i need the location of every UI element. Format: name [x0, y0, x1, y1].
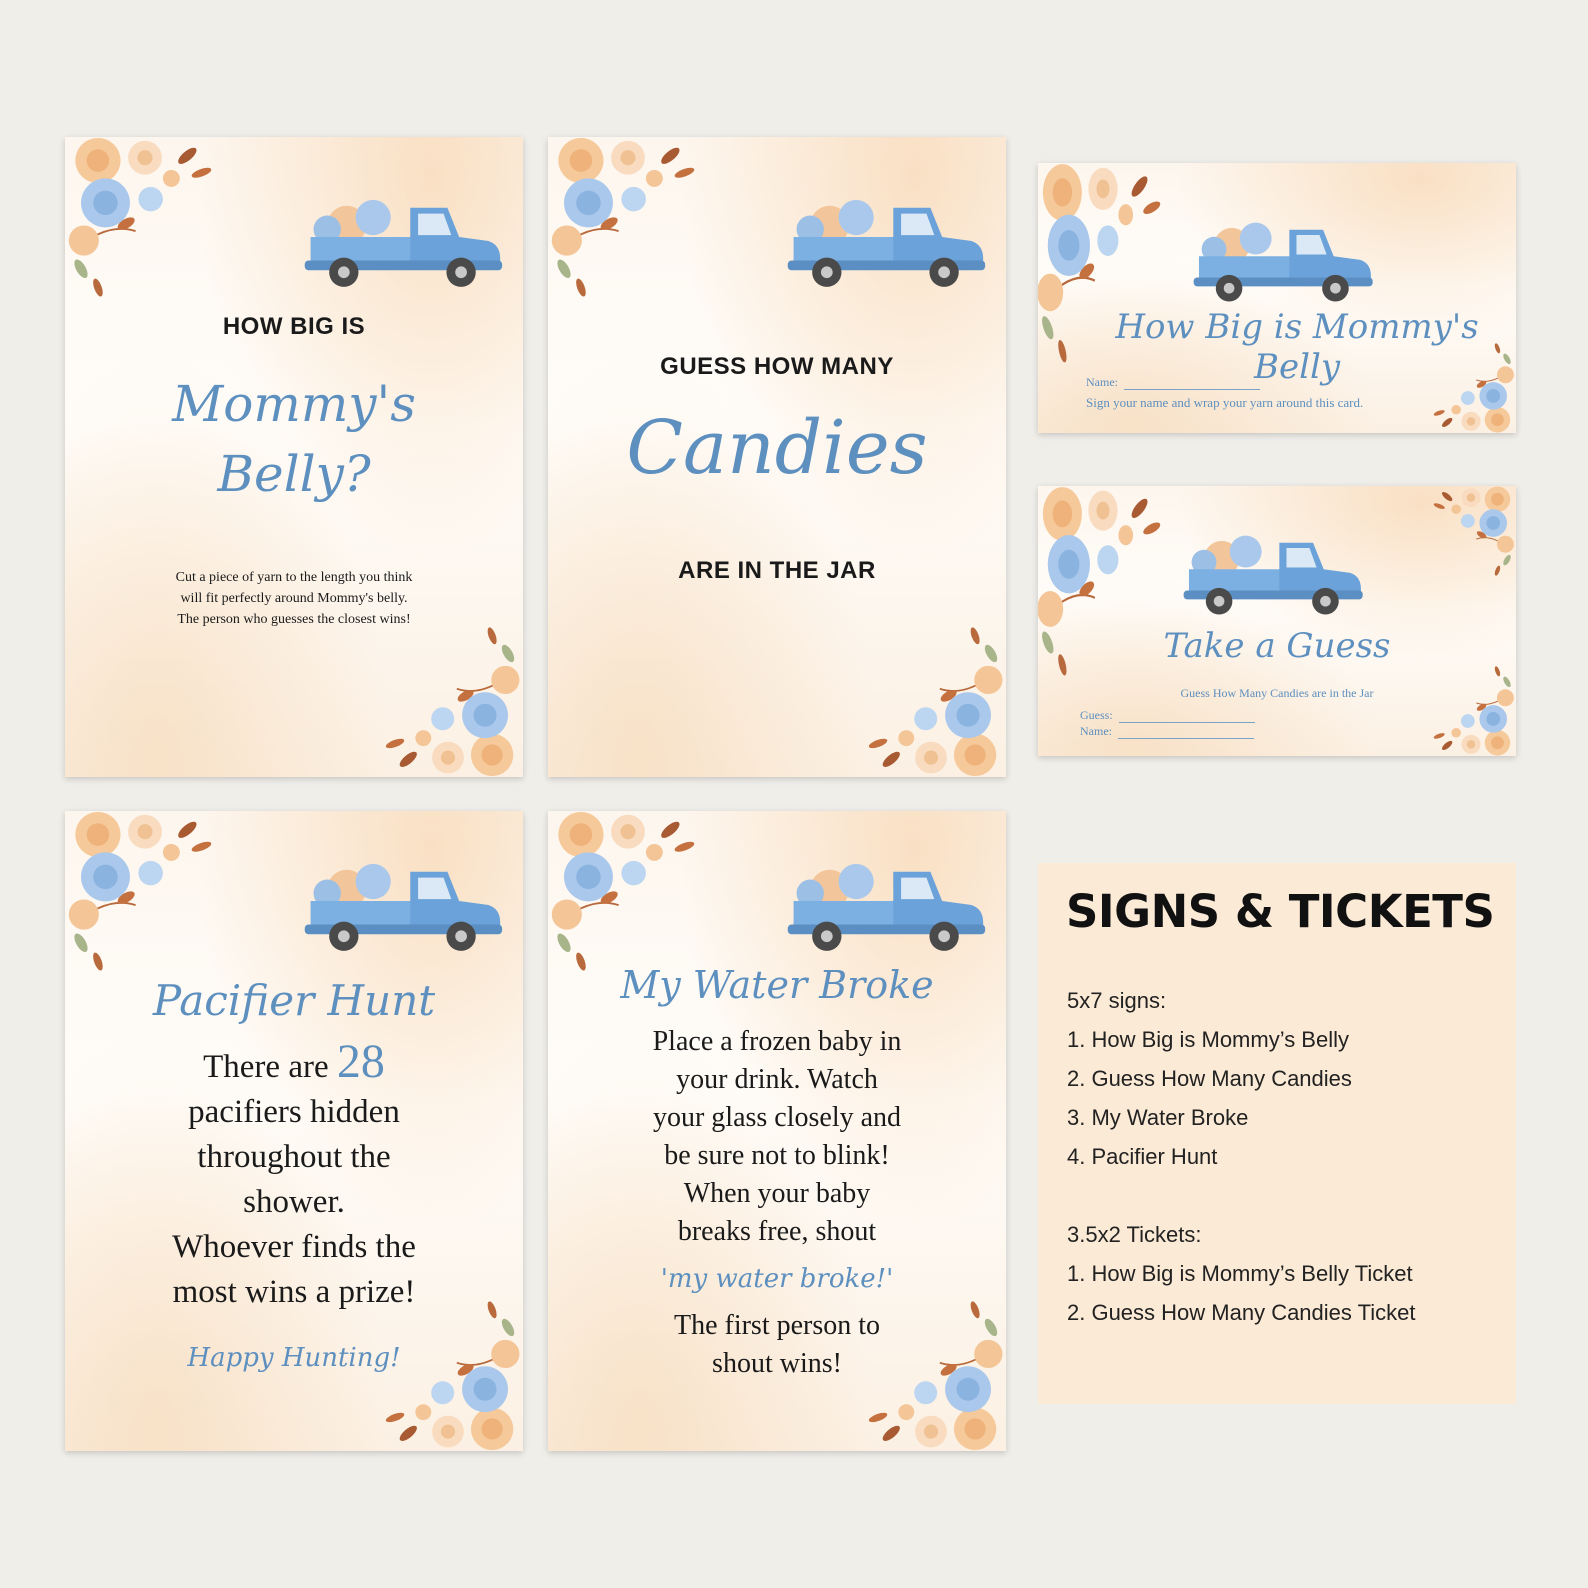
ticket-mommys-belly	[1038, 163, 1516, 433]
sign-list-item: 1. How Big is Mommy’s Belly	[1067, 1027, 1349, 1052]
guess-line[interactable]	[1119, 722, 1255, 723]
pacifier-line4: shower.	[243, 1184, 345, 1220]
ticket-list-item: 2. Guess How Many Candies Ticket	[1067, 1300, 1416, 1325]
floral-corner-bottom-right	[856, 627, 1006, 777]
water-line5: When your baby	[683, 1178, 871, 1209]
water-line7: The first person to	[673, 1310, 881, 1341]
floral-corner-bottom-right	[1426, 666, 1516, 756]
ticket-guess-script: Take a Guess	[1163, 626, 1391, 666]
blue-truck-illustration	[776, 187, 991, 292]
pacifier-line2: pacifiers hidden	[188, 1094, 400, 1130]
ticket-guess-subtitle: Guess How Many Candies are in the Jar	[1180, 686, 1374, 700]
pacifier-line5: Whoever finds the	[172, 1229, 416, 1265]
pacifier-line6: most wins a prize!	[172, 1274, 416, 1310]
pacifier-line1-prefix: There are	[203, 1049, 329, 1085]
floral-corner-bottom-right	[373, 627, 523, 777]
ticket-guess-name-field	[1080, 724, 1254, 739]
belly-script-line2: Belly?	[217, 445, 371, 503]
candies-footer: ARE IN THE JAR	[678, 557, 876, 584]
panel-title: SIGNS & TICKETS	[1066, 885, 1495, 938]
ticket-list-item: 1. How Big is Mommy’s Belly Ticket	[1067, 1261, 1413, 1286]
sign-pacifier-hunt	[65, 811, 523, 1451]
sign-list-item: 2. Guess How Many Candies	[1067, 1066, 1352, 1091]
belly-body-line3: The person who guesses the closest wins!	[177, 612, 411, 627]
floral-corner-bottom-right	[373, 1301, 523, 1451]
candies-script: Candies	[626, 405, 928, 491]
belly-script-line1: Mommy's	[172, 375, 416, 433]
name-line[interactable]	[1118, 738, 1254, 739]
floral-corner-top-left	[548, 137, 708, 297]
sign-list-item: 3. My Water Broke	[1067, 1105, 1249, 1130]
water-script: My Water Broke	[620, 963, 934, 1007]
blue-truck-illustration	[1173, 524, 1368, 619]
water-body	[548, 1023, 1006, 1383]
sign-mommys-belly	[65, 137, 523, 777]
floral-corner-top-left	[65, 137, 225, 297]
pacifier-line1	[65, 1035, 523, 1090]
pacifier-closing: Happy Hunting!	[187, 1343, 401, 1373]
name-label: Name:	[1086, 375, 1118, 389]
water-line3: your glass closely and	[652, 1102, 902, 1133]
pacifier-script: Pacifier Hunt	[152, 976, 436, 1025]
belly-body-line2: will fit perfectly around Mommy's belly.	[180, 591, 408, 606]
blue-truck-illustration	[776, 851, 991, 956]
water-shout: 'my water broke!'	[660, 1264, 894, 1294]
belly-heading: HOW BIG IS	[222, 313, 366, 340]
pacifier-line3: throughout the	[197, 1139, 391, 1175]
ticket-belly-script: How Big is Mommy's Belly	[1115, 307, 1479, 387]
signs-tickets-panel	[1038, 863, 1516, 1404]
ticket-guess-field	[1080, 708, 1255, 723]
water-line1: Place a frozen baby in	[652, 1026, 902, 1057]
ticket-belly-name-field	[1086, 375, 1260, 390]
sign-guess-candies	[548, 137, 1006, 777]
water-line4: be sure not to blink!	[664, 1140, 890, 1171]
sign-my-water-broke	[548, 811, 1006, 1451]
water-line2: your drink. Watch	[676, 1064, 878, 1095]
water-line8: shout wins!	[712, 1348, 842, 1379]
tickets-header: 3.5x2 Tickets:	[1067, 1222, 1202, 1247]
sign-list-item: 4. Pacifier Hunt	[1067, 1144, 1218, 1169]
candies-heading: GUESS HOW MANY	[660, 353, 894, 380]
name-line[interactable]	[1124, 389, 1260, 390]
guess-label: Guess:	[1080, 708, 1113, 722]
floral-corner-top-right	[1426, 486, 1516, 576]
blue-truck-illustration	[293, 851, 508, 956]
ticket-take-a-guess	[1038, 486, 1516, 756]
floral-corner-top-left	[65, 811, 225, 971]
pacifier-count: 28	[336, 1035, 385, 1088]
blue-truck-illustration	[293, 187, 508, 292]
belly-body-line1: Cut a piece of yarn to the length you think	[175, 570, 413, 585]
ticket-belly-instruction: Sign your name and wrap your yarn around this card.	[1086, 395, 1364, 410]
floral-corner-top-left	[548, 811, 708, 971]
signs-header: 5x7 signs:	[1067, 988, 1167, 1013]
water-line6: breaks free, shout	[677, 1216, 877, 1247]
blue-truck-illustration	[1183, 211, 1378, 306]
pacifier-body	[65, 1035, 523, 1315]
name-label: Name:	[1080, 724, 1112, 738]
belly-instructions	[65, 567, 523, 630]
